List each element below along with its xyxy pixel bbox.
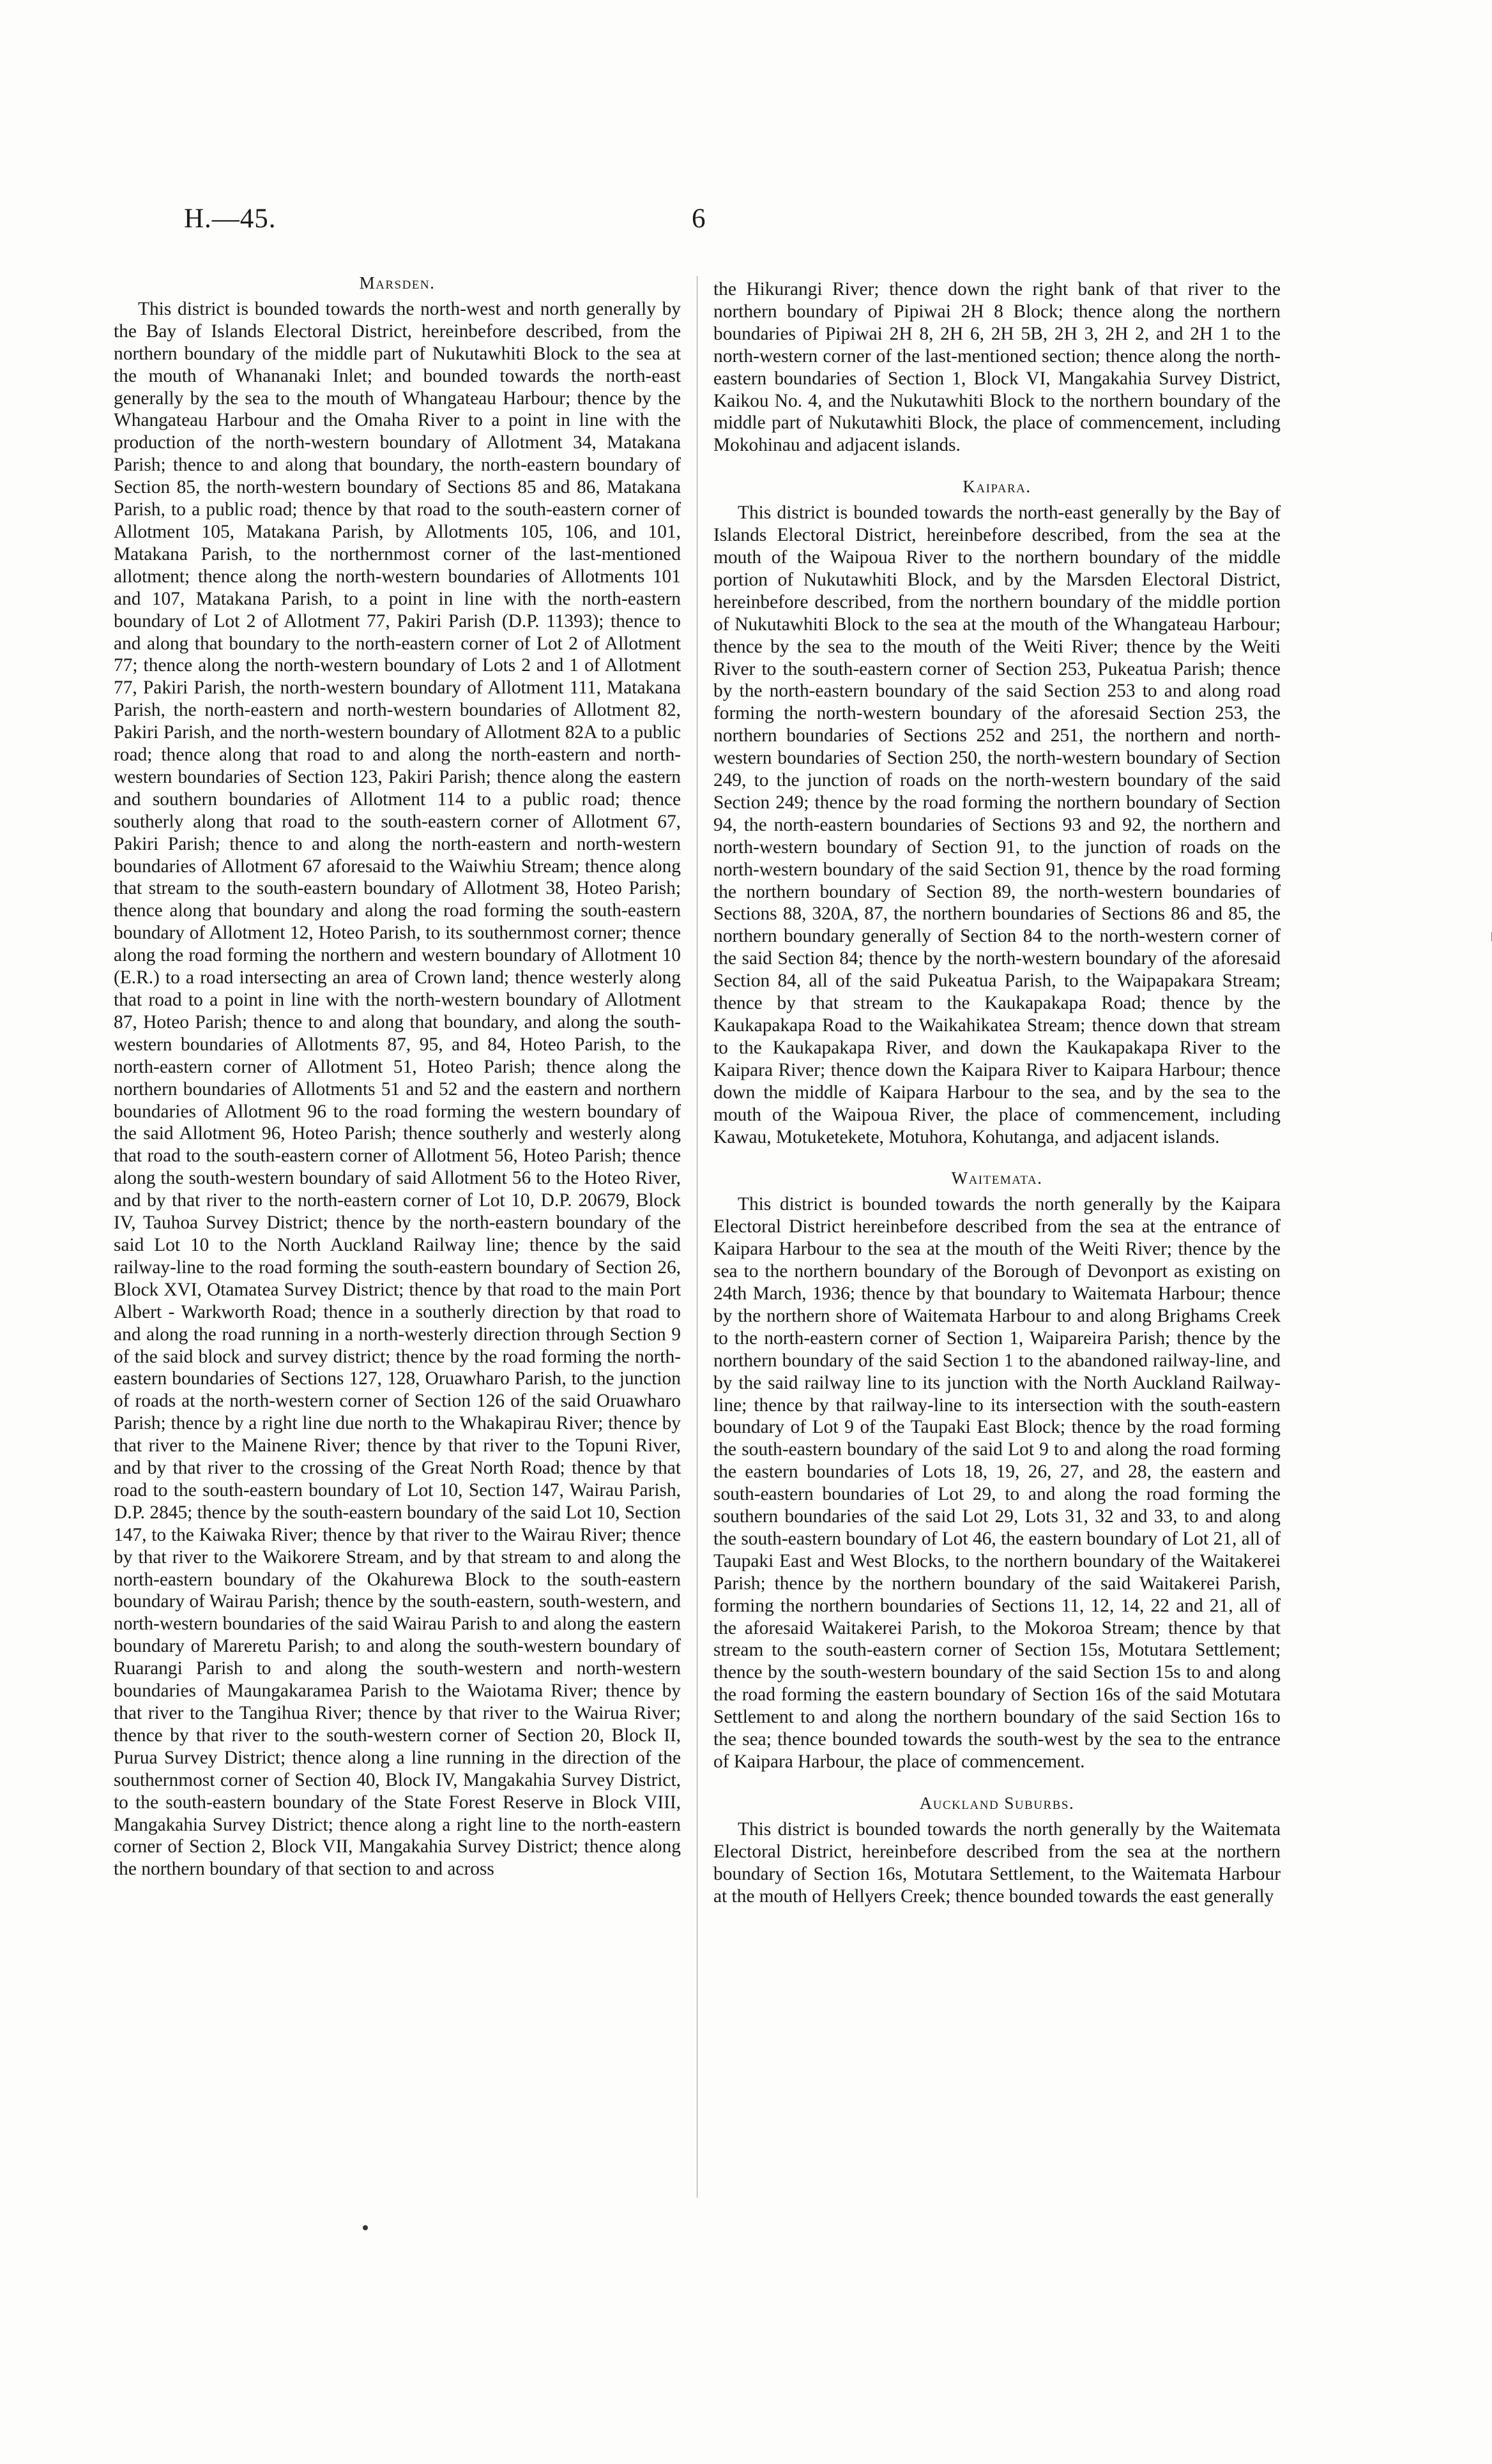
auckland-suburbs-heading: Auckland Suburbs. xyxy=(919,1793,1075,1813)
waitemata-heading: Waitemata. xyxy=(951,1168,1043,1188)
waitemata-paragraph: This district is bounded towards the north generally by the Kaipara Electoral District hereinbefore described from the sea at the entrance of Kaipara Harbour to the sea at the mouth of the Weiti River; thence by the sea to the northern boundary of the Borough of Devonport as existing on 24th March, 1936; thence by that boundary to Waitemata Harbour; thence by the northern shore of Waitemata Harbour to and along Brighams Creek to the north-eastern corner of Section 1, Waipareira Parish; thence by the northern boundary of the said Section 1 to the abandoned railway-line, and by the said railway line to its junction with the North Auckland Railway-line; thence by that railway-line to its intersection with the south-eastern boundary of Lot 9 of the Taupaki East Block; thence by the road forming the south-eastern boundary of the said Lot 9 to and along the road forming the eastern boundaries of Lots 18, 19, 26, 27, and 28, the eastern and south-eastern boundaries of Lot 29, to and along the road forming the southern boundaries of the said Lot 29, Lots 31, 32 and 33, to and along the south-eastern boundary of Lot 46, the eastern boundary of Lot 21, all of Taupaki East and West Blocks, to the northern boundary of the Waitakerei Parish; thence by the northern boundary of the said Waitakerei Parish, forming the northern boundaries of Sections 11, 12, 14, 22 and 21, all of the aforesaid Waitakerei Parish, to the Mokoroa Stream; thence by that stream to the south-eastern corner of Section 15s, Motutara Settlement; thence by the south-western boundary of the said Section 15s to and along the road forming the eastern boundary of Section 16s of the said Motutara Settlement to and along the northern boundary of the said Section 16s to the sea; thence bounded towards the south-west by the sea to the entrance of Kaipara Harbour, the place of commencement. xyxy=(713,1194,1281,1772)
running-head xyxy=(0,203,1492,241)
page-number: 6 xyxy=(692,204,706,234)
kaipara-paragraph: This district is bounded towards the north-east generally by the Bay of Islands Electoral District, hereinbefore described, from the sea at the mouth of the Waipoua River to the northern boundary of the middle portion of Nukutawhiti Block, and by the Marsden Electoral District, hereinbefore described, from the northern boundary of the middle portion of Nukutawhiti Block to the sea at the mouth of the Whangateau Harbour; thence by the sea to the mouth of the Weiti River; thence by the Weiti River to the south-eastern corner of Section 253, Pukeatua Parish; thence by the north-eastern boundary of the said Section 253 to and along road forming the north-western boundary of the aforesaid Section 253, the northern boundaries of Sections 252 and 251, the northern and north-western boundaries of Section 250, the north-western boundary of Section 249, to the junction of roads on the north-western boundary of the said Section 249; thence by the road forming the northern boundary of Section 94, the north-eastern boundaries of Sections 93 and 92, the northern and north-western boundary of Section 91, to the junction of roads on the north-western boundary of the said Section 91, thence by the road forming the northern boundary of Section 89, the north-western boundaries of Sections 88, 320A, 87, the northern boundaries of Sections 86 and 85, the northern boundary generally of Section 84 to the north-western corner of the said Section 84; thence by the north-western boundary of the aforesaid Section 84, all of the said Pukeatua Parish, to the Waipapakara Stream; thence by that stream to the Kaukapakapa Road; thence by the Kaukapakapa Road to the Waikahikatea Stream; thence down that stream to the Kaukapakapa River, and down the Kaukapakapa River to the Kaipara River; thence down the Kaipara River to Kaipara Harbour; thence down the middle of Kaipara Harbour to the sea, and by the sea to the mouth of the Waipoua River, the place of commencement, including Kawau, Motuketekete, Motuhora, Kohutanga, and adjacent islands. xyxy=(713,503,1281,1147)
paper-reference: H.—45. xyxy=(184,204,277,234)
marsden-continued-paragraph: the Hikurangi River; thence down the right bank of that river to the northern boundary of Pipiwai 2H 8 Block; thence along the northern boundaries of Pipiwai 2H 8, 2H 6, 2H 5B, 2H 3, 2H 2, and 2H 1 to the north-western corner of the last-mentioned section; thence along the north-eastern boundaries of Section 1, Block VI, Mangakahia Survey District, Kaikou No. 4, and the Nukutawhiti Block to the northern boundary of the middle part of Nukutawhiti Block, the place of commencement, including Mokohinau and adjacent islands. xyxy=(713,279,1281,456)
marsden-heading: Marsden. xyxy=(359,273,436,292)
right-column xyxy=(713,278,1281,1907)
auckland-suburbs-paragraph: This district is bounded towards the north generally by the Waitemata Electoral District, hereinbefore described from the sea at the northern boundary of Section 16s, Motutara Settlement, to the Waitemata Harbour at the mouth of Hellyers Creek; thence bounded towards the east generally xyxy=(713,1818,1281,1907)
left-column xyxy=(114,272,681,1880)
kaipara-heading: Kaipara. xyxy=(963,477,1031,497)
marsden-paragraph: This district is bounded towards the north-west and north generally by the Bay of Islands Electoral District, hereinbefore described, from the northern boundary of the middle part of Nukutawhiti Block to the sea at the mouth of Whananaki Inlet; and bounded towards the north-east generally by the sea to the mouth of Whangateau Harbour; thence by the Whangateau Harbour and the Omaha River to a point in line with the production of the north-western boundary of Allotment 34, Matakana Parish; thence to and along that boundary, the north-eastern boundary of Section 85, the north-western boundary of Sections 85 and 86, Matakana Parish, to a public road; thence by that road to the south-eastern corner of Allotment 105, Matakana Parish, by Allotments 105, 106, and 101, Matakana Parish, to the northernmost corner of the last-mentioned allotment; thence along the north-western boundaries of Allotments 101 and 107, Matakana Parish, to a point in line with the north-eastern boundary of Lot 2 of Allotment 77, Pakiri Parish (D.P. 11393); thence to and along that boundary to the north-eastern corner of Lot 2 of Allotment 77; thence along the north-western boundary of Lots 2 and 1 of Allotment 77, Pakiri Parish, the north-western boundary of Allotment 111, Matakana Parish, the north-eastern and north-western boundaries of Allotment 82, Pakiri Parish, and the north-western boundary of Allotment 82A to a public road; thence along that road to and along the north-eastern and north-western boundaries of Section 123, Pakiri Parish; thence along the eastern and southern boundaries of Allotment 114 to a public road; thence southerly along that road to the south-eastern corner of Allotment 67, Pakiri Parish; thence to and along the north-eastern and north-western boundaries of Allotment 67 aforesaid to the Waiwhiu Stream; thence along that stream to the south-eastern boundary of Allotment 38, Hoteo Parish; thence along that boundary and along the road forming the south-eastern boundary of Allotment 12, Hoteo Parish, to its southernmost corner; thence along the road forming the northern and western boundary of Allotment 10 (E.R.) to a road intersecting an area of Crown land; thence westerly along that road to a point in line with the north-western boundary of Allotment 87, Hoteo Parish; thence to and along that boundary, and along the south-western boundaries of Allotments 87, 95, and 84, Hoteo Parish, to the north-eastern corner of Allotment 51, Hoteo Parish; thence along the northern boundaries of Allotments 51 and 52 and the eastern and northern boundaries of Allotment 96 to the road forming the western boundary of the said Allotment 96, Hoteo Parish; thence southerly and westerly along that road to the south-eastern corner of Allotment 56, Hoteo Parish; thence along the south-western boundary of said Allotment 56 to the Hoteo River, and by that river to the north-eastern corner of Lot 10, D.P. 20679, Block IV, Tauhoa Survey District; thence by the north-eastern boundary of the said Lot 10 to the North Auckland Railway line; thence by the said railway-line to the road forming the south-eastern boundary of Section 26, Block XVI, Otamatea Survey District; thence by that road to the main Port Albert - Warkworth Road; thence in a southerly direction by that road to and along the road running in a north-westerly direction through Section 9 of the said block and survey district; thence by the road forming the north-eastern boundaries of Sections 127, 128, Oruawharo Parish, to the junction of roads at the north-western corner of Section 126 of the said Oruawharo Parish; thence by a right line due north to the Whakapirau River; thence by that river to the Mainene River; thence by that river to the Topuni River, and by that river to the crossing of the Great North Road; thence by that road to the south-eastern boundary of Lot 10, Section 147, Wairau Parish, D.P. 2845; thence by the south-eastern boundary of the said Lot 10, Section 147, to the Kaiwaka River; thence by that river to the Wairau River; thence by that river to the Waikorere Stream, and by that stream to and along the north-eastern boundary of the Okahurewa Block to the south-eastern boundary of Wairau Parish; thence by the south-eastern, south-western, and north-western boundaries of the said Wairau Parish to and along the eastern boundary of Mareretu Parish; to and along the south-western boundary of Ruarangi Parish to and along the south-western and north-western boundaries of Maungakaramea Parish to the Waiotama River; thence by that river to the Tangihua River; thence by that river to the Wairua River; thence by that river to the south-western corner of Section 20, Block II, Purua Survey District; thence along a line running in the direction of the southernmost corner of Section 40, Block IV, Mangakahia Survey District, to the south-eastern boundary of the State Forest Reserve in Block VIII, Mangakahia Survey District; thence along a right line to the north-eastern corner of Section 2, Block VII, Mangakahia Survey District; thence along the northern boundary of that section to and across xyxy=(114,298,681,1880)
ink-speck xyxy=(363,2225,368,2230)
